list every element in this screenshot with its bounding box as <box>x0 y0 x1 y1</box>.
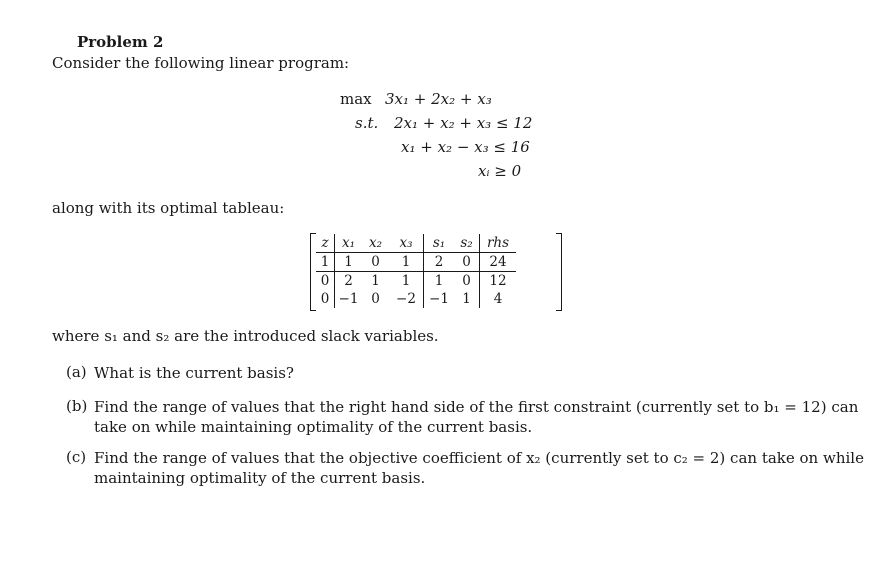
table-cell: −1 <box>429 291 449 307</box>
tableau-table <box>316 234 516 308</box>
question-label: (c) <box>66 448 87 466</box>
table-cell: 12 <box>489 273 507 289</box>
table-cell: −1 <box>338 291 359 307</box>
header-x3: x₃ <box>389 234 424 253</box>
st-label: s.t. <box>355 114 379 132</box>
table-cell: 0 <box>316 290 335 308</box>
nonnegativity-constraint: xᵢ ≥ 0 <box>478 162 522 180</box>
header-rhs: rhs <box>480 234 517 253</box>
question-text: What is the current basis? <box>94 364 294 382</box>
question-label: (a) <box>66 363 87 381</box>
table-cell: 1 <box>389 272 424 291</box>
table-cell: 0 <box>371 291 380 307</box>
tableau-row-1 <box>316 272 516 291</box>
table-cell: 0 <box>454 253 480 272</box>
header-x1: x₁ <box>335 234 363 253</box>
table-cell: 2 <box>424 253 455 272</box>
question-text-continued: take on while maintaining optimality of the current basis. <box>94 418 533 436</box>
objective-expression: 3x₁ + 2x₂ + x₃ <box>385 90 492 108</box>
header-s2: s₂ <box>454 234 480 253</box>
slack-note: where s₁ and s₂ are the introduced slack variables. <box>52 327 439 345</box>
constraint-1: 2x₁ + x₂ + x₃ ≤ 12 <box>394 114 533 132</box>
table-cell: 0 <box>316 272 335 291</box>
table-cell: 1 <box>434 273 444 289</box>
table-cell: 4 <box>493 291 503 307</box>
tableau-header-row <box>316 234 516 253</box>
table-cell: 2 <box>344 273 353 289</box>
header-x2: x₂ <box>362 234 389 253</box>
table-cell: 1 <box>454 290 480 308</box>
table-cell: 1 <box>371 273 380 289</box>
table-cell: 1 <box>389 253 424 272</box>
table-cell: 1 <box>316 253 335 272</box>
table-cell: 0 <box>362 253 389 272</box>
intro-text: Consider the following linear program: <box>52 54 350 72</box>
header-s1: s₁ <box>424 234 455 253</box>
question-label: (b) <box>66 397 88 415</box>
question-text: Find the range of values that the objective coefficient of x₂ (currently set to c₂ = 2) can take on while <box>94 449 864 467</box>
table-cell: 1 <box>335 253 363 272</box>
problem-title: Problem 2 <box>77 33 164 51</box>
objective-label: max <box>340 90 372 108</box>
table-cell: 0 <box>454 272 480 291</box>
tableau-row-objective <box>316 253 516 272</box>
question-text-continued: maintaining optimality of the current basis. <box>94 469 426 487</box>
right-bracket <box>556 233 562 311</box>
constraint-2: x₁ + x₂ − x₃ ≤ 16 <box>401 138 530 156</box>
tableau-intro: along with its optimal tableau: <box>52 199 285 217</box>
table-cell: 24 <box>480 253 517 272</box>
header-z: z <box>316 234 335 253</box>
table-cell: −2 <box>389 290 424 308</box>
optimal-tableau <box>310 233 562 311</box>
tableau-row-2 <box>316 290 516 308</box>
question-text: Find the range of values that the right hand side of the first constraint (currently set to b₁ = 12) can <box>94 398 859 416</box>
